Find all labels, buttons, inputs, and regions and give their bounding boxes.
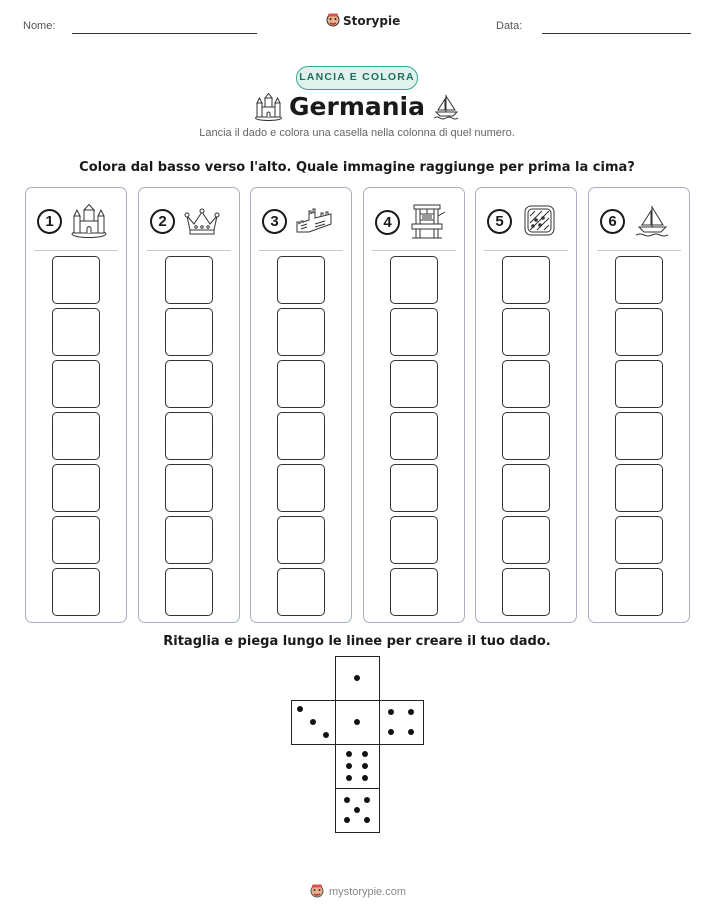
color-box[interactable] (165, 516, 213, 564)
color-box[interactable] (52, 568, 100, 616)
color-box[interactable] (52, 464, 100, 512)
color-box[interactable] (615, 412, 663, 460)
name-label: Nome: (23, 20, 56, 32)
cut-instruction: Ritaglia e piega lungo le linee per creare il tuo dado. (163, 634, 551, 649)
brand-logo (326, 13, 400, 28)
color-box[interactable] (615, 308, 663, 356)
dice-pip (297, 706, 303, 712)
column-header (600, 204, 671, 238)
storypie-mascot-icon (326, 13, 340, 28)
column-divider (259, 250, 343, 251)
dice-face-top (335, 656, 380, 701)
crown-icon (183, 204, 221, 238)
color-box[interactable] (502, 516, 550, 564)
column-5 (475, 187, 577, 623)
column-divider (484, 250, 568, 251)
sailboat-icon (432, 93, 460, 121)
castle-icon (70, 204, 108, 238)
dice-pip (388, 729, 394, 735)
color-box[interactable] (52, 412, 100, 460)
column-number: 4 (375, 210, 400, 235)
color-box[interactable] (615, 360, 663, 408)
color-box[interactable] (165, 412, 213, 460)
color-box[interactable] (615, 256, 663, 304)
column-header (375, 204, 446, 240)
color-box[interactable] (165, 256, 213, 304)
color-box[interactable] (277, 516, 325, 564)
column-number: 5 (487, 209, 512, 234)
dice-face-center (335, 700, 380, 745)
dice-pip (408, 729, 414, 735)
column-divider (372, 250, 456, 251)
color-box[interactable] (277, 360, 325, 408)
dice-pip (323, 732, 329, 738)
city-wall-icon (295, 204, 333, 238)
dice-pip (346, 775, 352, 781)
column-number: 1 (37, 209, 62, 234)
column-number: 6 (600, 209, 625, 234)
dice-pip (346, 763, 352, 769)
sailboat-icon (633, 204, 671, 238)
dice-pip (310, 719, 316, 725)
color-box[interactable] (277, 256, 325, 304)
dice-pip (344, 817, 350, 823)
column-number: 3 (262, 209, 287, 234)
column-divider (147, 250, 231, 251)
color-box[interactable] (52, 256, 100, 304)
column-4 (363, 187, 465, 623)
brand-name: Storypie (343, 13, 401, 28)
dice-pip (364, 817, 370, 823)
color-box[interactable] (277, 464, 325, 512)
color-box[interactable] (165, 464, 213, 512)
color-box[interactable] (502, 256, 550, 304)
column-header (37, 204, 108, 238)
color-box[interactable] (390, 360, 438, 408)
column-1 (25, 187, 127, 623)
color-box[interactable] (615, 516, 663, 564)
dice-pip (346, 751, 352, 757)
dice-face-lower (335, 744, 380, 789)
color-box[interactable] (502, 568, 550, 616)
color-box[interactable] (390, 412, 438, 460)
dice-pip (364, 797, 370, 803)
subtitle: Lancia il dado e colora una casella nella colonna di quel numero. (199, 127, 515, 139)
dice-pip (362, 751, 368, 757)
color-box[interactable] (502, 412, 550, 460)
color-box[interactable] (165, 360, 213, 408)
instruction-text: Colora dal basso verso l'alto. Quale immagine raggiunge per prima la cima? (79, 160, 635, 175)
color-box[interactable] (615, 568, 663, 616)
dice-face-left (291, 700, 336, 745)
color-box[interactable] (277, 412, 325, 460)
color-box[interactable] (277, 308, 325, 356)
page-title: Germania (289, 92, 425, 121)
dice-pip (362, 763, 368, 769)
dice-pip (354, 807, 360, 813)
color-box[interactable] (52, 308, 100, 356)
color-box[interactable] (52, 360, 100, 408)
column-header (150, 204, 221, 238)
column-divider (597, 250, 681, 251)
color-box[interactable] (277, 568, 325, 616)
printing-press-icon (408, 204, 446, 240)
color-box[interactable] (502, 360, 550, 408)
dice-pip (344, 797, 350, 803)
dice-pip (388, 709, 394, 715)
color-box[interactable] (390, 256, 438, 304)
column-3 (250, 187, 352, 623)
column-header (487, 204, 558, 238)
dice-pip (354, 719, 360, 725)
dice-face-right (379, 700, 424, 745)
storypie-mascot-icon (310, 884, 324, 899)
color-box[interactable] (390, 516, 438, 564)
color-box[interactable] (165, 308, 213, 356)
name-line (72, 33, 257, 34)
footer-url: mystorypie.com (329, 885, 407, 898)
color-box[interactable] (502, 308, 550, 356)
color-box[interactable] (615, 464, 663, 512)
color-box[interactable] (502, 464, 550, 512)
color-box[interactable] (390, 308, 438, 356)
dice-face-bottom (335, 788, 380, 833)
activity-badge: LANCIA E COLORA (296, 66, 418, 90)
dice-pip (354, 675, 360, 681)
color-box[interactable] (390, 568, 438, 616)
dice-pip (362, 775, 368, 781)
date-line (542, 33, 691, 34)
gingerbread-cookie-icon (520, 204, 558, 238)
color-box[interactable] (390, 464, 438, 512)
column-number: 2 (150, 209, 175, 234)
column-header (262, 204, 333, 238)
column-6 (588, 187, 690, 623)
dice-pip (408, 709, 414, 715)
column-divider (34, 250, 118, 251)
column-2 (138, 187, 240, 623)
footer (310, 884, 406, 899)
color-box[interactable] (52, 516, 100, 564)
color-box[interactable] (165, 568, 213, 616)
date-label: Data: (496, 20, 523, 32)
